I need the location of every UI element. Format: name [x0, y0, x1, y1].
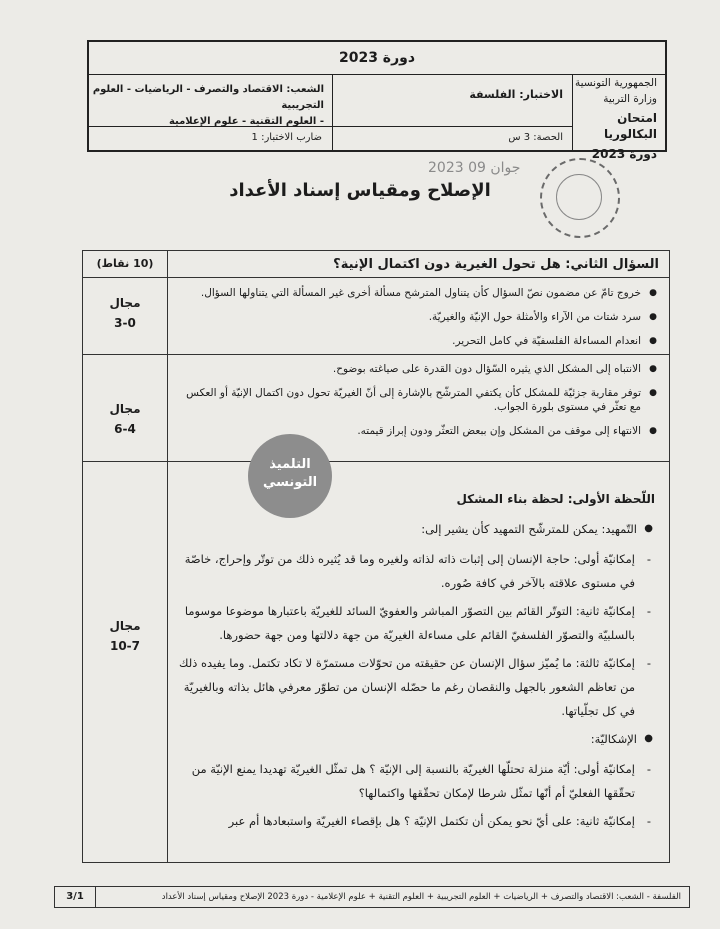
band-label: مجال	[109, 296, 141, 310]
exam-header	[87, 40, 667, 161]
problem-item: - إمكانيّة أولى: أيّة منزلة تحتلّها الغيريّة بالنسبة إلى الإنيّة ؟ هل تمثّل الغيريّة تهديدا يمنع الإنيّة من تحقّقها الفعليّ أم أنّها تمثّل شرطا لإمكان تحقّقها واكتمالها؟	[175, 757, 659, 805]
criterion: ● الانتباه إلى المشكل الذي يثيره السّؤال دون القدرة على صياغته بوضوح.	[175, 362, 659, 376]
possibility-item: - إمكانيّة أولى: حاجة الإنسان إلى إثبات ذاته لذاته ولغيره وما قد يُثيره ذلك من توتّر وإحراج، خاصّة في مستوى علاقته بالآخر في كافة صُوره.	[175, 547, 659, 595]
band-range: 10-7	[109, 639, 141, 653]
exam-name: امتحان البكالوريا	[604, 111, 657, 141]
criterion: ● سرد شتات من الآراء والأمثلة حول الإنيّة والغيريّة.	[175, 310, 659, 324]
criterion: ● توفر مقاربة جزئيّة للمشكل كأن يكتفي المترشّح بالإشارة إلى أنّ الغيريّة تحول دون اكتمال الإنيّة أو العكس مع تعثّر في مستوى بلورة الجواب.	[175, 386, 659, 414]
possibility-item: - إمكانيّة ثانية: التوتّر القائم بين التصوّر المباشر والعفويّ السائد للغيريّة باعتبارها موضوعا موسوما بالسلبيّة والتصوّر الفلسفيّ القائم على مساءلة الغيريّة من جهة دلالتها ومن جهة حضورها.	[175, 599, 659, 647]
band-label: مجال	[109, 402, 141, 416]
exam-session: دورة 2023	[591, 147, 657, 161]
band-range: 3-0	[114, 316, 136, 330]
watermark-line-2: التونسي	[262, 475, 318, 490]
branches-cell	[89, 74, 333, 127]
ministry-label: وزارة التربية	[603, 93, 657, 105]
republic-label: الجمهورية التونسية	[575, 77, 657, 89]
question-title: السؤال الثاني: هل تحول الغيرية دون اكتمال الإنية؟	[333, 257, 659, 272]
session-title: دورة 2023	[89, 42, 665, 75]
band-4-6	[83, 399, 167, 439]
criterion: ● انعدام المساءلة الفلسفيّة في كامل التحرير.	[175, 334, 659, 348]
page-number: 3/1	[55, 887, 96, 907]
coefficient-cell	[89, 126, 333, 150]
possibility-item: - إمكانيّة ثالثة: ما يُميّز سؤال الإنسان عن حقيقته من تحوّلات مستمرّة لا تكاد تكتمل. وما يفيده ذلك من تعاظم الشعور بالجهل والنقصان رغم ما حصّله الإنسان من تطوّر معرفي هائل بذاته وبالغيريّة في كل تجلّياتها.	[175, 651, 659, 723]
ministry-cell	[572, 74, 665, 161]
page-footer	[54, 886, 690, 908]
section-title: اللّحظة الأولى: لحظة بناء المشكل	[456, 492, 655, 506]
grading-table	[82, 250, 670, 863]
band-7-10-content	[175, 487, 659, 837]
band-7-10	[83, 616, 167, 656]
points-cell: (10 نقاط)	[96, 257, 154, 270]
coefficient-label: ضارب الاختبار: 1	[251, 132, 322, 143]
criteria-list-4-6	[175, 362, 659, 448]
criterion: ● الانتهاء إلى موقف من المشكل وإن ببعض التعثّر ودون إبراز قيمته.	[175, 424, 659, 438]
problem-title: ● الإشكاليّة:	[175, 727, 659, 751]
duration-cell	[332, 126, 573, 150]
footer-text: الفلسفة - الشعب: الاقتصاد والتصرف + الرياضيات + العلوم التجريبية + العلوم التقنية + علوم الإعلامية - دورة 2023 الإصلاح ومقياس إسناد الأعداد	[161, 892, 681, 902]
watermark-logo	[248, 434, 332, 518]
subject-label: الاختبار: الفلسفة	[469, 88, 563, 101]
criteria-list-0-3	[175, 286, 659, 358]
duration-label: الحصة: 3 س	[508, 132, 563, 143]
band-0-3	[83, 293, 167, 333]
page-title: الإصلاح ومقياس إسناد الأعداد	[229, 180, 491, 201]
criterion: ● خروج تامّ عن مضمون نصّ السؤال كأن يتناول المترشح مسألة أخرى غير المسألة التي يتناولها السؤال.	[175, 286, 659, 300]
row-divider	[83, 277, 669, 278]
branches-line-2: - العلوم التقنية - علوم الإعلامية	[168, 116, 324, 127]
row-divider	[83, 461, 669, 462]
problem-item: - إمكانيّة ثانية: على أيّ نحو يمكن أن تكتمل الإنيّة ؟ هل بإقصاء الغيريّة واستبعادها أم عبر	[175, 809, 659, 833]
branches-line-1: الشعب: الاقتصاد والتصرف - الرياضيات - العلوم التجريبية	[92, 84, 324, 111]
band-range: 6-4	[114, 422, 136, 436]
column-divider	[167, 251, 168, 862]
intro-line: ● التّمهيد: يمكن للمترشّح التمهيد كأن يشير إلى:	[175, 517, 659, 541]
watermark-line-1: التلميذ	[269, 457, 311, 472]
subject-cell	[332, 74, 573, 127]
date-stamp: 2023 جوان 09	[428, 160, 521, 176]
band-label: مجال	[109, 619, 141, 633]
